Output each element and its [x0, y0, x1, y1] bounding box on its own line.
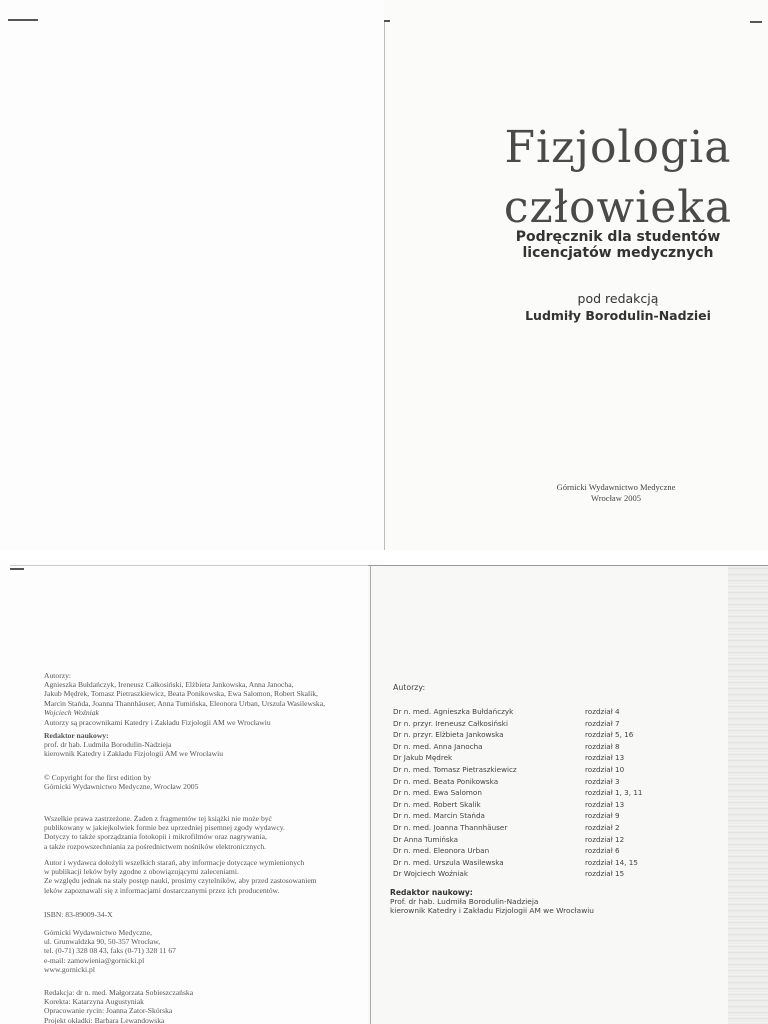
isbn: ISBN: 83-89009-34-X: [44, 910, 113, 919]
crop-mark: [384, 20, 390, 22]
disclaimer-line: Ze względu jednak na stały postęp nauki, prosimy czytelników, aby przed zastosowaniem: [44, 876, 317, 886]
publisher-line: ul. Grunwaldzka 90, 50-357 Wrocław,: [44, 937, 161, 947]
author-chapter: rozdział 8: [585, 741, 620, 751]
disclaimer-line: leków zapoznawali się z informacjami dostarczanymi przez ich producentów.: [44, 885, 280, 895]
author-name: Dr Anna Tumińska: [393, 834, 459, 844]
publisher-line: e-mail: zamowienia@gornicki.pl: [44, 955, 145, 965]
authors-affiliation: Autorzy są pracownikami Katedry i Zakładu Fizjologii AM we Wrocławiu: [44, 718, 271, 728]
author-name: Dr n. med. Ewa Salomon: [393, 788, 482, 798]
author-name: Dr n. przyr. Elżbieta Jankowska: [393, 730, 504, 740]
author-name: Dr n. med. Anna Janocha: [393, 741, 483, 751]
credits-line: Projekt okładki: Barbara Lewandowska: [44, 1015, 165, 1024]
rights-line: a także rozpowszechniania za pośrednictwem nośników elektronicznych.: [44, 841, 267, 851]
credits-line: Opracowanie rycin: Joanna Zator-Skórska: [44, 1006, 173, 1016]
title-page: [384, 0, 768, 550]
author-chapter: rozdział 3: [585, 776, 620, 786]
editor-block: [44, 731, 374, 759]
publisher-line: Górnicki Wydawnictwo Medyczne,: [44, 928, 153, 937]
publisher-name: Górnicki Wydawnictwo Medyczne: [556, 482, 676, 492]
authors-page: [368, 565, 768, 1024]
rights-block: [44, 814, 374, 851]
editor-label: Redaktor naukowy:: [390, 888, 473, 897]
publisher-line: tel. (0-71) 328 08 43, faks (0-71) 328 11 67: [44, 946, 176, 956]
rights-line: Wszelkie prawa zastrzeżone. Żaden z fragmentów tej książki nie może być: [44, 814, 272, 823]
author-name: Dr n. med. Marcin Stańda: [393, 811, 485, 821]
crop-mark: [10, 568, 24, 570]
author-chapter: rozdział 1, 3, 11: [585, 788, 643, 798]
crop-mark: [750, 21, 762, 23]
authors-heading: Autorzy:: [393, 683, 426, 692]
editor-label: Redaktor naukowy:: [44, 731, 109, 740]
copyright-page: [0, 560, 384, 1024]
author-chapter: rozdział 6: [585, 846, 620, 856]
place-year: Wrocław 2005: [591, 493, 641, 503]
author-chapter: rozdział 13: [585, 753, 625, 763]
authors-label: Autorzy:: [44, 671, 71, 680]
editor-label: pod redakcją: [577, 291, 659, 306]
editor-role: kierownik Katedry i Zakładu Fizjologii AM we Wrocławiu: [44, 749, 224, 759]
authors-block: [44, 671, 374, 727]
author-name: Dr n. med. Eleonora Urban: [393, 846, 490, 856]
author-chapter: rozdział 15: [585, 869, 625, 879]
disclaimer-line: w publikacji leków były zgodne z obowiązującymi zaleceniami.: [44, 867, 239, 877]
author-name: Dr n. przyr. Ireneusz Całkosiński: [393, 718, 508, 728]
subtitle-line1: Podręcznik dla studentów: [515, 229, 721, 245]
author-name: Dr n. med. Tomasz Pietraszkiewicz: [393, 765, 517, 774]
rights-line: Dotyczy to także sporządzania fotokopii i mikrofilmów oraz nagrywania,: [44, 832, 267, 842]
authors-line: Wojciech Woźniak: [44, 707, 99, 717]
author-chapter: rozdział 7: [585, 718, 620, 728]
author-name: Dr n. med. Robert Skalik: [393, 799, 481, 809]
author-chapter: rozdział 12: [585, 834, 625, 844]
author-name: Dr n. med. Joanna Thannhäuser: [393, 823, 508, 832]
authors-line: Marcin Stańda, Joanna Thannhäuser, Anna Tumińska, Eleonora Urban, Urszula Wasilewska,: [44, 698, 325, 708]
page-edge: [370, 565, 371, 1024]
author-chapter: rozdział 5, 16: [585, 730, 634, 740]
publisher-block: [44, 928, 374, 974]
credits-block: [44, 988, 374, 1024]
disclaimer-line: Autor i wydawca dołożyli wszelkich starań, aby informacje dotyczące wymienionych: [44, 858, 305, 867]
subtitle-line2: licencjatów medycznych: [522, 245, 714, 261]
book-title-line2: człowieka: [503, 182, 733, 233]
author-name: Dr n. med. Agnieszka Bułdańczyk: [393, 707, 514, 716]
author-chapter: rozdział 4: [585, 707, 620, 716]
scan-shadow: [728, 565, 768, 1024]
rights-line: publikowany w jakiejkolwiek formie bez uprzedniej pisemnej zgody wydawcy.: [44, 823, 285, 833]
blank-page: [0, 0, 384, 550]
authors-line: Agnieszka Bułdańczyk, Ireneusz Całkosiński, Elżbieta Jankowska, Anna Janocha,: [44, 680, 294, 690]
editor-name: Ludmiły Borodulin-Nadziei: [525, 308, 711, 323]
book-title-line1: Fizjologia: [504, 122, 732, 173]
editor-role: kierownik Katedry i Zakładu Fizjologii AM we Wrocławiu: [390, 906, 594, 915]
author-chapter: rozdział 2: [585, 823, 620, 832]
author-name: Dr Jakub Mędrek: [393, 753, 453, 763]
author-chapter: rozdział 14, 15: [585, 857, 638, 867]
copyright-line: © Copyright for the first edition by: [44, 773, 152, 782]
copyright-line: Górnicki Wydawnictwo Medyczne, Wrocław 2005: [44, 782, 199, 792]
author-name: Dr Wojciech Woźniak: [393, 869, 468, 879]
author-name: Dr n. med. Urszula Wasilewska: [393, 857, 504, 867]
page-edge: [384, 20, 385, 550]
page-edge: [10, 565, 384, 566]
crop-mark: [8, 19, 38, 21]
author-chapter: rozdział 10: [585, 765, 625, 774]
author-chapter: rozdział 9: [585, 811, 620, 821]
editor-name: prof. dr hab. Ludmiła Borodulin-Nadzieja: [44, 740, 172, 750]
credits-line: Korekta: Katarzyna Augustyniak: [44, 997, 144, 1007]
publisher-line: www.gornicki.pl: [44, 964, 95, 974]
page-edge: [368, 565, 768, 566]
disclaimer-block: [44, 858, 374, 895]
credits-line: Redakcja: dr n. med. Małgorzata Sobieszczańska: [44, 988, 194, 997]
authors-line: Jakub Mędrek, Tomasz Pietraszkiewicz, Beata Ponikowska, Ewa Salomon, Robert Skalik,: [44, 689, 318, 699]
editor-name: Prof. dr hab. Ludmiła Borodulin-Nadzieja: [390, 897, 539, 906]
author-chapter: rozdział 13: [585, 799, 625, 809]
copyright-block: [44, 773, 374, 791]
author-name: Dr n. med. Beata Ponikowska: [393, 776, 499, 786]
